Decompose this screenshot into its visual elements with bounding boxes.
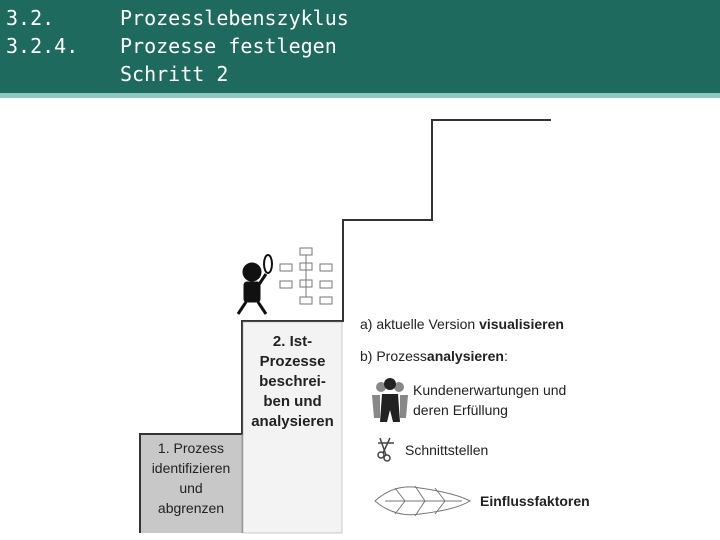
note-a [360,316,564,332]
subsection-title: Prozesse festlegen [120,34,337,58]
note-b [360,348,508,364]
people-group-icon [372,378,408,422]
subsection-number: 3.2.4. [6,34,79,58]
section-title: Prozesslebenszyklus [120,6,349,30]
item-customer-expectations [413,380,566,420]
scissors-icon [378,438,394,461]
step1-label [141,438,241,518]
fishbone-icon [375,486,470,516]
item-interfaces: Schnittstellen [405,442,489,458]
step1-line: 1. Prozess [157,440,225,456]
section-number: 3.2. [6,6,55,30]
step1-line: identifizieren [151,460,231,476]
note-a-text: a) aktuelle Version [360,316,480,332]
item1-line: Kundenerwartungen und [413,382,567,398]
step2-label [243,332,342,432]
item1-line: deren Erfüllung [413,402,508,418]
item-influence-factors: Einflussfaktoren [480,493,590,509]
note-b-bold: analysieren [426,348,504,364]
step1-line: und [179,480,203,496]
note-b-suffix: : [503,348,508,364]
note-b-text: b) Prozess [360,348,427,364]
step2-line: analysieren [251,413,334,430]
step1-line: abgrenzen [157,500,225,516]
step2-line: beschrei- [259,373,326,390]
step2-line: ben und [263,393,322,410]
step2-line: Prozesse [259,353,326,370]
magnifier-person-icon [238,255,272,314]
slide-header [0,0,720,98]
staircase-figure [0,98,720,540]
step2-line: 2. Ist- [272,333,313,350]
note-a-bold: visualisieren [479,316,564,332]
flowchart-icon [280,248,332,304]
step-title: Schritt 2 [120,62,229,86]
